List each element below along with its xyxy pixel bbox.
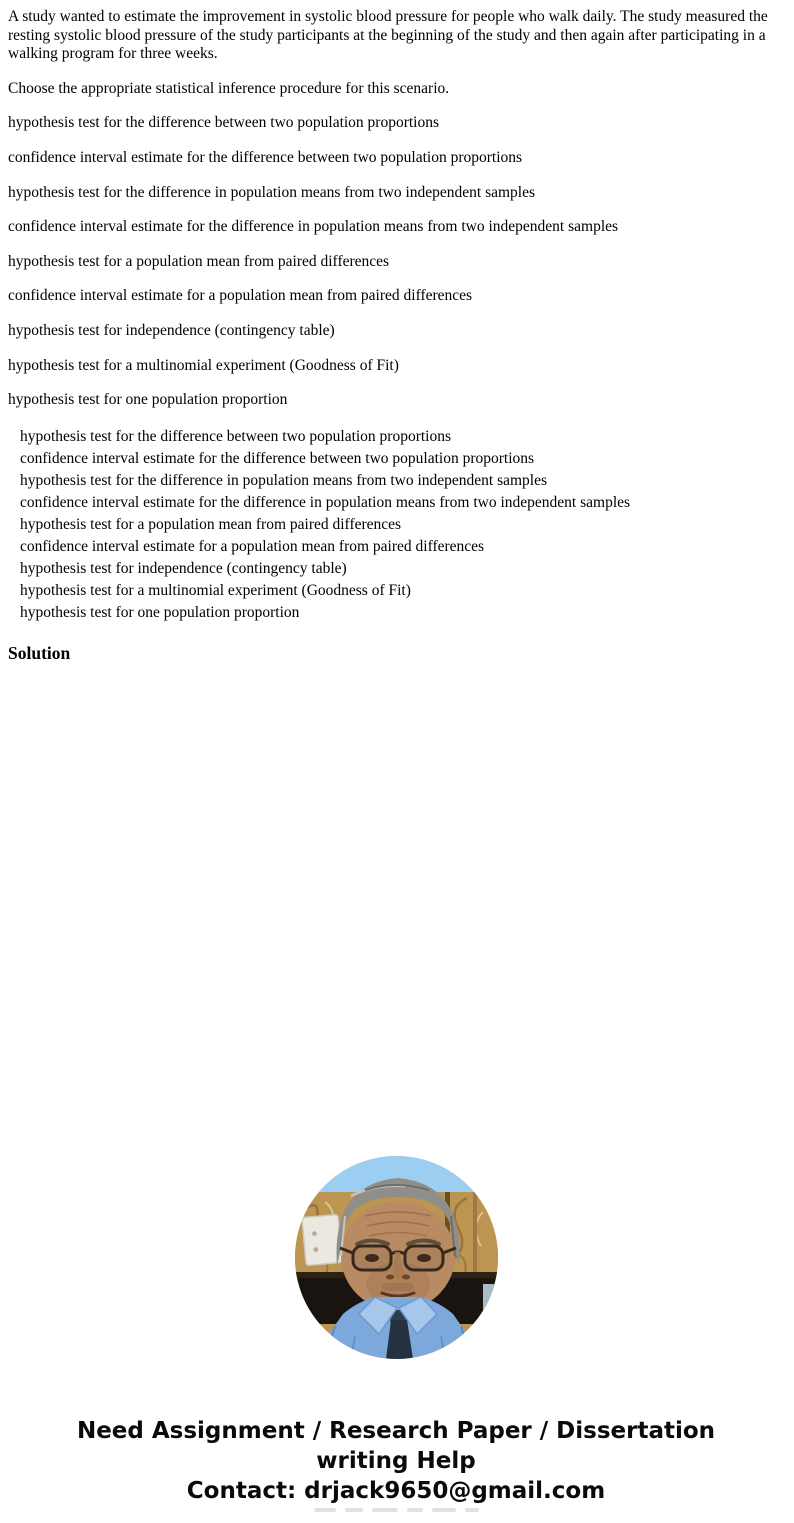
prompt-text: Choose the appropriate statistical inference procedure for this scenario. xyxy=(8,79,450,97)
footer-promo xyxy=(8,1416,784,1506)
blank-space xyxy=(8,663,784,1156)
option-item: confidence interval estimate for the difference between two population proportions xyxy=(8,148,523,166)
option-item-compact: hypothesis test for independence (contingency table) xyxy=(20,559,347,577)
option-item: hypothesis test for a population mean from paired differences xyxy=(8,252,390,270)
option-item: confidence interval estimate for a population mean from paired differences xyxy=(8,287,473,305)
option-item-compact: hypothesis test for the difference between two population proportions xyxy=(20,427,452,445)
option-item-compact: confidence interval estimate for the difference between two population proportions xyxy=(20,449,535,467)
option-item-compact: hypothesis test for a population mean from paired differences xyxy=(20,515,402,533)
option-item-compact: hypothesis test for one population proportion xyxy=(20,603,300,621)
intro-paragraph: A study wanted to estimate the improvement in systolic blood pressure for people who walk daily. The study measured the resting systolic blood pressure of the study participants at the beginning of the study and then again after participating in a walking program for three weeks. xyxy=(8,8,768,63)
options-list-compact xyxy=(8,426,784,624)
promo-line-2: writing Help xyxy=(316,1447,476,1474)
options-list xyxy=(8,114,784,409)
promo-line-1: Need Assignment / Research Paper / Dissertation xyxy=(76,1417,716,1444)
promo-contact-email: Contact: drjack9650@gmail.com xyxy=(186,1477,606,1504)
option-item: hypothesis test for one population proportion xyxy=(8,391,288,409)
tutor-portrait-photo xyxy=(295,1156,498,1359)
faint-text-remnant xyxy=(8,1507,784,1513)
option-item: hypothesis test for the difference between two population proportions xyxy=(8,114,440,132)
option-item: hypothesis test for a multinomial experiment (Goodness of Fit) xyxy=(8,356,399,374)
option-item: hypothesis test for independence (contingency table) xyxy=(8,321,335,339)
option-item-compact: hypothesis test for the difference in population means from two independent samples xyxy=(20,471,548,489)
option-item: hypothesis test for the difference in population means from two independent samples xyxy=(8,183,536,201)
solution-heading: Solution xyxy=(8,642,71,663)
option-item-compact: confidence interval estimate for a population mean from paired differences xyxy=(20,537,485,555)
tutor-portrait-illustration xyxy=(295,1156,498,1359)
option-item-compact: confidence interval estimate for the difference in population means from two independent samples xyxy=(20,493,631,511)
option-item: confidence interval estimate for the difference in population means from two independent samples xyxy=(8,218,619,236)
photo-row xyxy=(8,1156,784,1364)
option-item-compact: hypothesis test for a multinomial experiment (Goodness of Fit) xyxy=(20,581,411,599)
